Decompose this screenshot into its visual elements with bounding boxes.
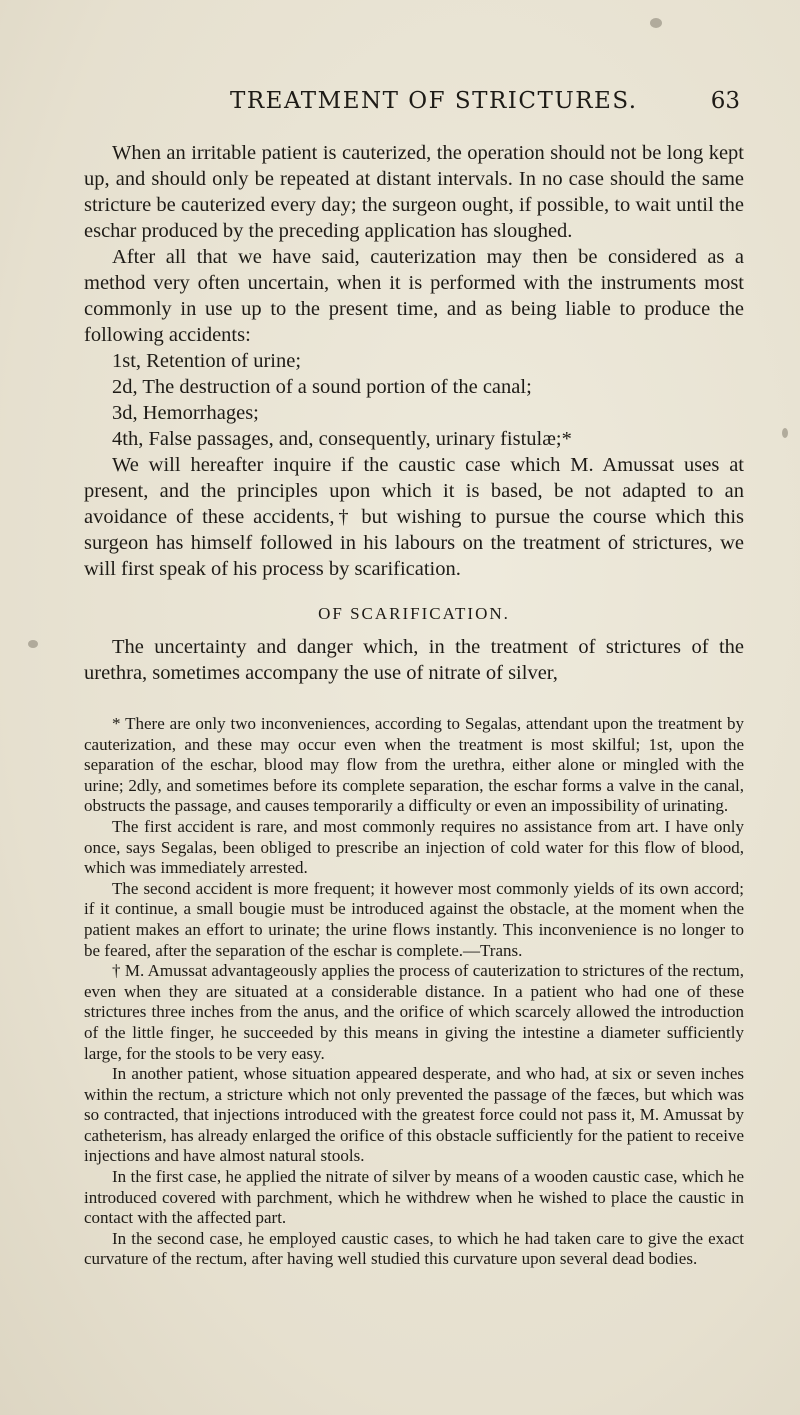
list-item: 1st, Retention of urine; [112,350,302,372]
section-heading: OF SCARIFICATION. [318,604,510,623]
paper-blemish [782,428,788,438]
list-item: 3d, Hemorrhages; [112,402,259,424]
list-item: 4th, False passages, and, consequently, urinary fistulæ;* [112,428,572,450]
accidents-list [84,348,744,452]
list-item: 2d, The destruction of a sound portion of the canal; [112,376,532,398]
footnote: In the second case, he employed caustic cases, to which he had taken care to give the exact curvature of the rectum, after having well studied this curvature upon several dead bodies. [84,1228,744,1269]
paragraph: The uncertainty and danger which, in the treatment of strictures of the urethra, sometimes accompany the use of nitrate of silver, [84,636,744,684]
paragraph: We will hereafter inquire if the caustic case which M. Amussat uses at present, and the principles upon which it is based, be not adapted to an avoidance of these accidents,† but wishing to pursue the course which this surgeon has himself followed in his labours on the treatment of strictures, we will first speak of his process by scarification. [84,454,744,580]
paragraph: After all that we have said, cauterization may then be considered as a method very often uncertain, when it is performed with the instruments most commonly in use up to the present time, and as being liable to produce the following accidents: [84,246,744,346]
footnote: In the first case, he applied the nitrate of silver by means of a wooden caustic case, which he introduced covered with parchment, which he withdrew when he wished to place the caustic in contact with the affected part. [84,1167,744,1228]
footnotes [84,714,744,1270]
paper-blemish [28,640,38,648]
footnote: * There are only two inconveniences, according to Segalas, attendant upon the treatment by cauterization, and these may occur even when the treatment is most skilful; 1st, upon the separation of the eschar, blood may flow from the urethra, either alone or mingled with the urine; 2dly, and sometimes before its complete separation, the eschar forms a valve in the canal, obstructs the passage, and causes temporarily a difficulty or even an impossibility of urinating. [84,714,744,816]
running-title: TREATMENT OF STRICTURES. [230,88,638,114]
footnote: In another patient, whose situation appeared desperate, and who had, at six or seven inches within the rectum, a stricture which not only prevented the passage of the fæces, but which was so contracted, that injections introduced with the greatest force could not pass it, M. Amussat by catheterism, has already enlarged the orifice of this obstacle sufficiently for the patient to receive injections and have almost natural stools. [84,1064,744,1166]
running-header [150,88,740,118]
footnote: The second accident is more frequent; it however most commonly yields of its own accord; if it continue, a small bougie must be introduced against the obstacle, at the moment when the patient makes an effort to urinate; the urine flows instantly. This inconvenience is no longer to be feared, after the separation of the eschar is complete.—Trans. [84,878,744,960]
footnote: † M. Amussat advantageously applies the process of cauterization to strictures of the rectum, even when they are situated at a considerable distance. In a patient who had one of these strictures three inches from the anus, and the orifice of which scarcely allowed the introduction of the little finger, he succeeded by this means in giving the intestine a diameter sufficiently large, for the stools to be very easy. [84,961,744,1063]
footnote: The first accident is rare, and most commonly requires no assistance from art. I have only once, says Segalas, been obliged to prescribe an injection of cold water for this flow of blood, which was immediately arrested. [84,816,744,878]
paper-blemish [650,18,662,28]
paragraph: When an irritable patient is cauterized, the operation should not be long kept up, and should only be repeated at distant intervals. In no case should the same stricture be cauterized every day; the surgeon ought, if possible, to wait until the eschar produced by the preceding application has sloughed. [84,142,744,242]
page-number: 63 [710,88,740,114]
main-text [84,140,744,686]
